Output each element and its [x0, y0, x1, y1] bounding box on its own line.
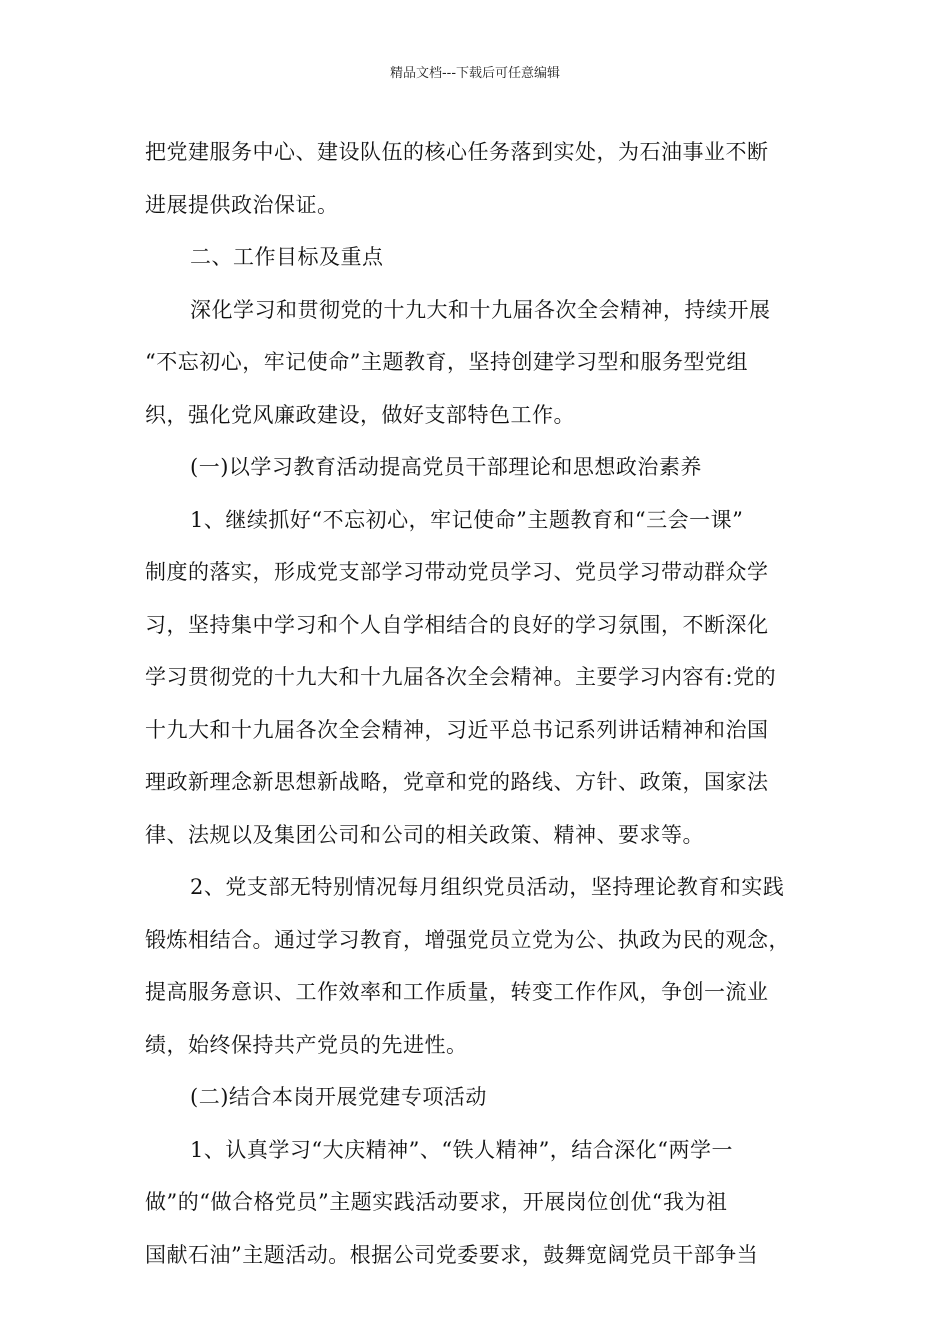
- page-header: 精品文档---下载后可任意编辑: [389, 66, 561, 81]
- text-line: 进展提供政治保证。: [145, 192, 339, 217]
- document-body: [145, 126, 810, 1281]
- text-line: 习，坚持集中学习和个人自学相结合的良好的学习氛围，不断深化: [145, 612, 769, 637]
- text-line: 2、党支部无特别情况每月组织党员活动，坚持理论教育和实践: [190, 875, 785, 899]
- text-line: 织，强化党风廉政建设，做好支部特色工作。: [145, 402, 575, 427]
- text-line: 制度的落实，形成党支部学习带动党员学习、党员学习带动群众学: [145, 560, 769, 584]
- text-line: 律、法规以及集团公司和公司的相关政策、精神、要求等。: [145, 822, 704, 847]
- text-line: 提高服务意识、工作效率和工作质量，转变工作作风，争创一流业: [145, 980, 769, 1004]
- text-line: 国献石油”主题活动。根据公司党委要求，鼓舞宽阔党员干部争当: [145, 1242, 759, 1267]
- section-heading: 二、工作目标及重点: [190, 245, 384, 269]
- text-line: 十九大和十九届各次全会精神，习近平总书记系列讲话精神和治国: [145, 717, 769, 742]
- text-line: 做”的“做合格党员”主题实践活动要求，开展岗位创优“我为祖: [145, 1190, 728, 1214]
- text-line: “不忘初心，牢记使命”主题教育，坚持创建学习型和服务型党组: [145, 350, 748, 374]
- subsection-heading: (二)结合本岗开展党建专项活动: [190, 1085, 487, 1109]
- text-line: 绩，始终保持共产党员的先进性。: [145, 1032, 468, 1057]
- text-line: 理政新理念新思想新战略，党章和党的路线、方针、政策，国家法: [145, 770, 769, 794]
- text-line: 把党建服务中心、建设队伍的核心任务落到实处，为石油事业不断: [145, 140, 769, 164]
- text-line: 1、认真学习“大庆精神”、“铁人精神”，结合深化“两学一: [190, 1137, 734, 1162]
- text-line: 学习贯彻党的十九大和十九届各次全会精神。主要学习内容有:党的: [145, 665, 777, 689]
- text-line: 深化学习和贯彻党的十九大和十九届各次全会精神，持续开展: [190, 297, 771, 322]
- text-line: 锻炼相结合。通过学习教育，增强党员立党为公、执政为民的观念，: [145, 927, 790, 952]
- text-line: 1、继续抓好“不忘初心，牢记使命”主题教育和“三会一课”: [190, 507, 744, 532]
- subsection-heading: (一)以学习教育活动提高党员干部理论和思想政治素养: [190, 455, 702, 479]
